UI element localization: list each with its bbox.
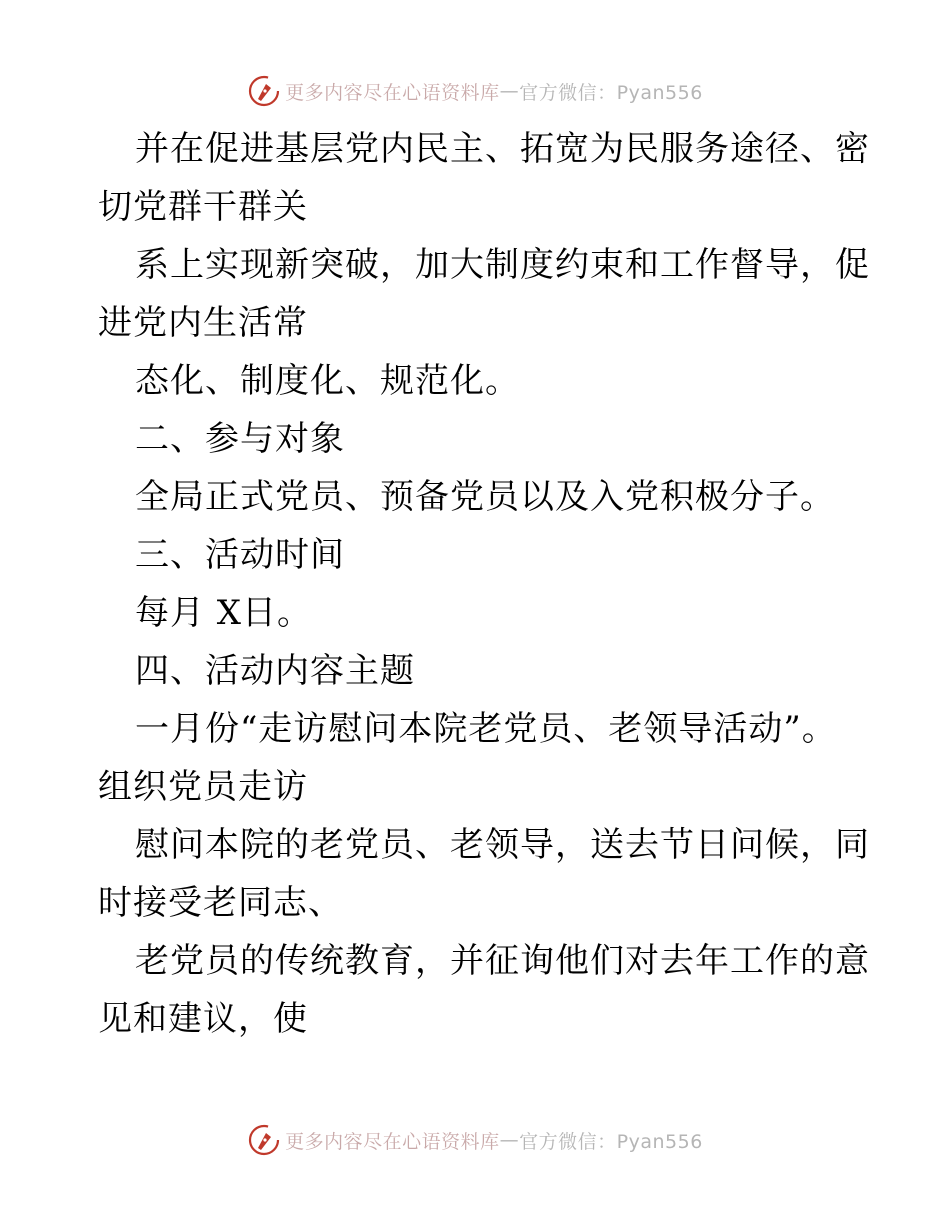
watermark-contact: 官方微信：Pyan556 xyxy=(519,1130,703,1153)
watermark-separator: — xyxy=(499,1129,520,1151)
section-heading: 四、活动内容主题 xyxy=(135,651,415,691)
paragraph-line: 并在促进基层党内民主、拓宽为民服务途径、密 xyxy=(135,129,870,169)
watermark-text: 更多内容尽在心语资料库 xyxy=(285,1130,500,1153)
paragraph-line: 全局正式党员、预备党员以及入党积极分子。 xyxy=(135,477,835,517)
paragraph-line: 态化、制度化、规范化。 xyxy=(135,361,520,401)
watermark-contact: 官方微信：Pyan556 xyxy=(519,81,703,104)
watermark-separator: — xyxy=(499,80,520,102)
paragraph-line: 慰问本院的老党员、老领导，送去节日问候，同 xyxy=(135,825,870,865)
paragraph-line: 组织党员走访 xyxy=(98,767,308,807)
header-watermark xyxy=(0,71,950,111)
watermark-text: 更多内容尽在心语资料库 xyxy=(285,81,500,104)
paragraph-line: 时接受老同志、 xyxy=(98,883,343,923)
pen-nib-logo-icon xyxy=(247,74,281,108)
paragraph-line: 切党群干群关 xyxy=(98,187,308,227)
section-heading: 二、参与对象 xyxy=(135,419,345,459)
pen-nib-logo-icon xyxy=(247,1123,281,1157)
paragraph-line: 进党内生活常 xyxy=(98,303,308,343)
paragraph-line: 老党员的传统教育，并征询他们对去年工作的意 xyxy=(135,941,870,981)
paragraph-line: 见和建议，使 xyxy=(98,999,308,1039)
footer-watermark xyxy=(0,1120,950,1160)
paragraph-line: 一月份“走访慰问本院老党员、老领导活动”。 xyxy=(135,709,837,749)
paragraph-line: 系上实现新突破，加大制度约束和工作督导，促 xyxy=(135,245,870,285)
section-heading: 三、活动时间 xyxy=(135,535,345,575)
paragraph-line: 每月 X日。 xyxy=(135,593,313,633)
